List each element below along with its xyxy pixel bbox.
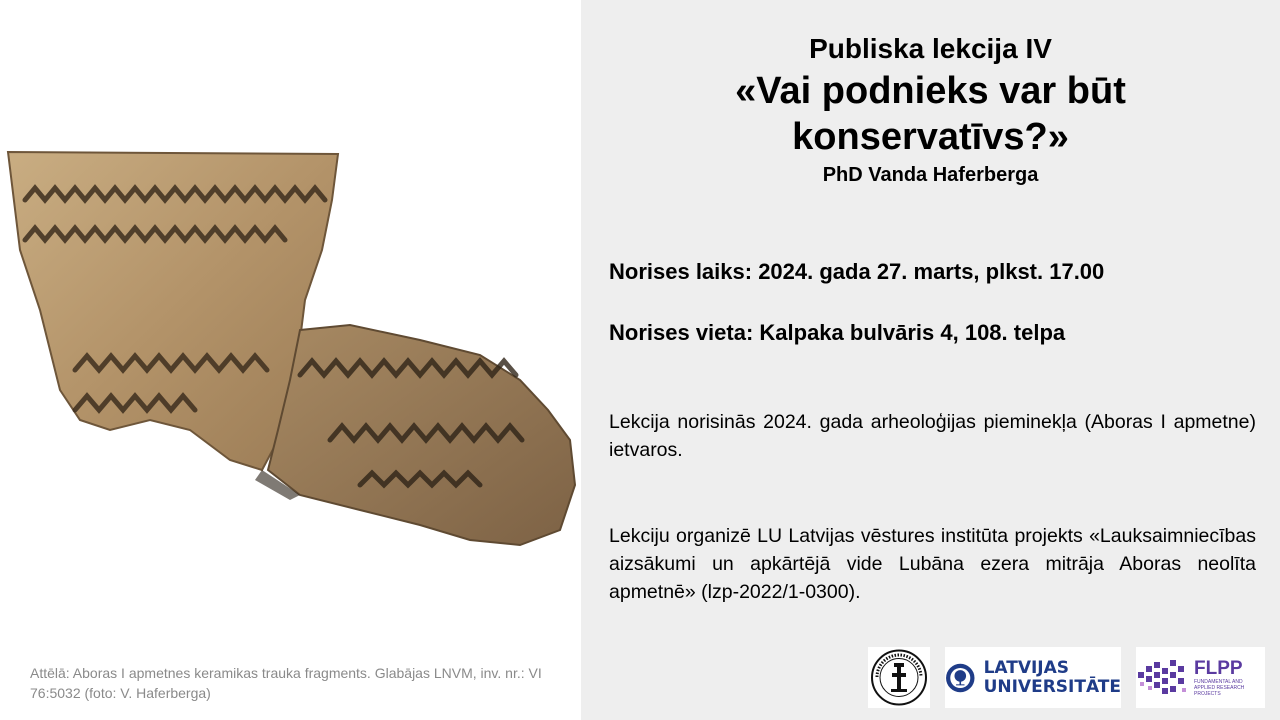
- pottery-fragment-image: [0, 140, 581, 560]
- event-place: Norises vieta: Kalpaka bulvāris 4, 108. telpa: [609, 320, 1066, 345]
- university-name: [984, 659, 1121, 697]
- image-caption: Attēlā: Aboras I apmetnes keramikas trauka fragments. Glabājas LNVM, inv. nr.: VI 76:5032 (foto: V. Haferberga): [30, 665, 542, 701]
- lecturer-name: PhD Vanda Haferberga: [822, 164, 1039, 186]
- flpp-mosaic-icon: [1136, 658, 1188, 698]
- archaeology-society-logo: [868, 647, 930, 708]
- description-paragraph: Lekcija norisinās 2024. gada arheoloģijas pieminekļa (Aboras I apmetne) ietvaros.: [609, 411, 1256, 461]
- flpp-logo: [1136, 647, 1265, 708]
- university-name-line1: LATVIJAS: [983, 657, 1070, 678]
- lecture-series: Publiska lekcija IV: [809, 33, 1052, 64]
- organizer-paragraph: Lekciju organizē LU Latvijas vēstures institūta projekts «Lauksaimniecības aizsākumi un apkārtējā vide Lubāna ezera mitrāja Aboras neolīta apmetnē» (lzp-2022/1-0300).: [609, 525, 1256, 603]
- lecture-header: [581, 30, 1280, 190]
- university-name-line2: UNIVERSITĀTE: [983, 676, 1121, 697]
- flpp-subtitle: FUNDAMENTAL AND APPLIED RESEARCH PROJECTS: [1194, 678, 1245, 697]
- lecture-title: «Vai podnieks var būt konservatīvs?»: [735, 70, 1126, 158]
- image-panel: [0, 0, 581, 720]
- flpp-text-block: [1194, 659, 1250, 697]
- university-of-latvia-logo: [945, 647, 1121, 708]
- event-time: Norises laiks: 2024. gada 27. marts, plkst. 17.00: [609, 259, 1105, 284]
- archaeology-society-emblem-icon: [868, 647, 930, 708]
- university-seal-icon: [945, 649, 976, 707]
- flpp-title: FLPP: [1194, 657, 1243, 679]
